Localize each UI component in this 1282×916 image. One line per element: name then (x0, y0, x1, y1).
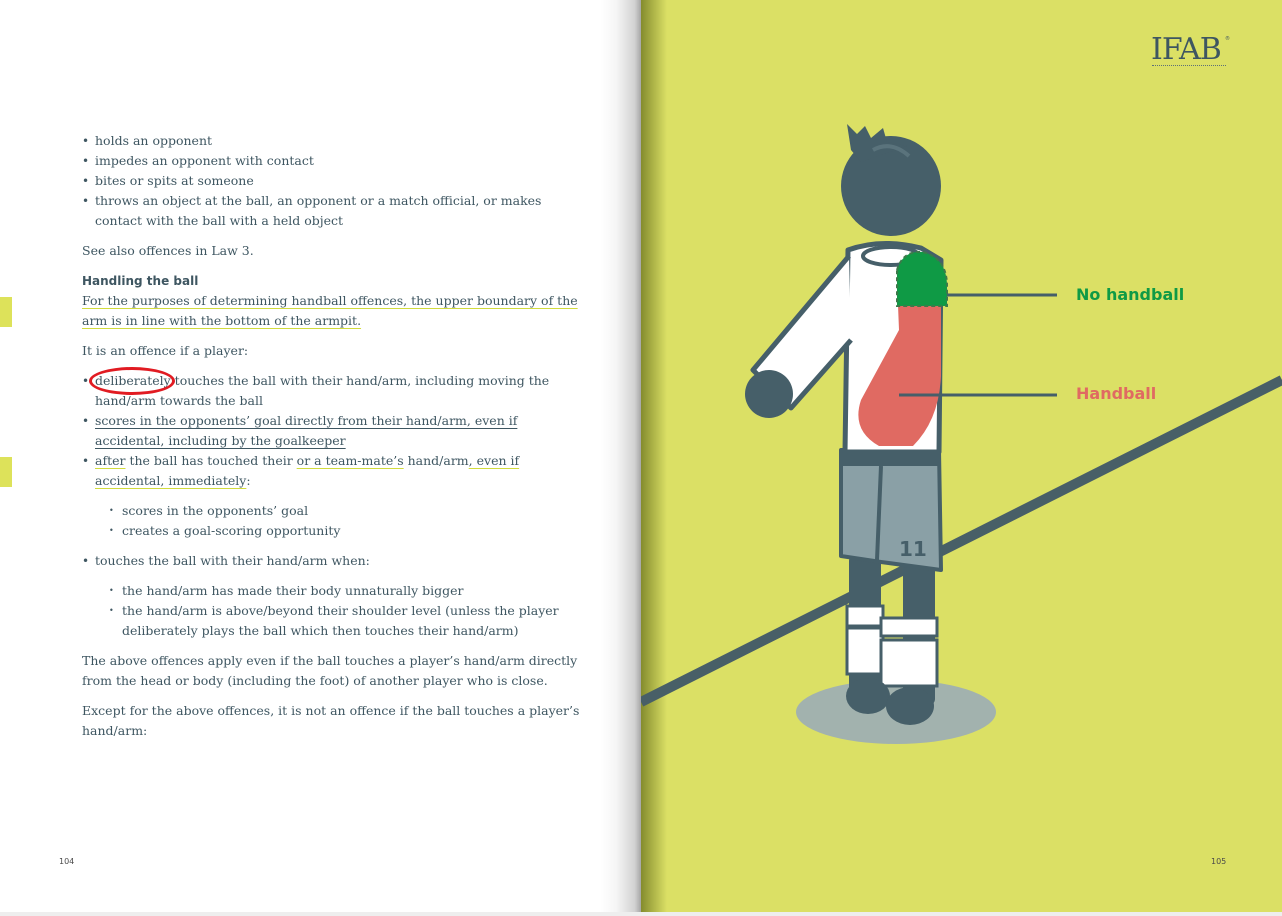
paragraph-above-offences: The above offences apply even if the ball touches a player’s hand/arm directly from the head or body (including the foot) of another player who is close. (82, 653, 578, 688)
red-circle-annotation (89, 367, 175, 395)
sub-list-item: • scores in the opponents’ goal (109, 501, 582, 521)
sub-list (95, 581, 582, 641)
paragraph-except: Except for the above offences, it is not an offence if the ball touches a player’s hand/arm: (82, 703, 580, 738)
boundary-definition: For the purposes of determining handball offences, the upper boundary of the arm is in line with the bottom of the armpit. (82, 293, 578, 328)
list-item: • holds an opponent (82, 131, 582, 151)
page-number-left: 104 (59, 857, 75, 866)
handball-label: Handball (1076, 384, 1157, 403)
offence-list (82, 371, 582, 641)
page-number-right: 105 (1211, 857, 1227, 866)
list-item: • after the ball has touched their or a team-mate’s hand/arm, even if accidental, immediately: • scores in the opponents’ goal • creates a goal-scoring opportunity (82, 451, 582, 541)
player-head (841, 124, 941, 236)
margin-highlight-mark (0, 297, 12, 327)
list-item: • impedes an opponent with contact (82, 151, 582, 171)
shirt-number: 11 (899, 537, 927, 561)
list-item: • throws an object at the ball, an opponent or a match official, or makes contact with the ball with a held object (82, 191, 582, 231)
law-text-column (82, 131, 582, 741)
sub-list (95, 501, 582, 541)
offence-3-accidental: , even if accidental, immediately (95, 453, 520, 488)
pitch-line (641, 380, 1282, 702)
offence-list-top (82, 131, 582, 231)
gutter-shadow (600, 0, 641, 912)
section-heading: Handling the ball (82, 274, 199, 288)
offence-4-text: touches the ball with their hand/arm when: (95, 553, 370, 568)
ifab-logo: IFAB (1151, 32, 1221, 67)
no-handball-label: No handball (1076, 285, 1185, 304)
handball-illustration (641, 0, 1282, 912)
list-item (82, 371, 582, 411)
offence-1-text: touches the ball with their hand/arm, including moving the hand/arm towards the ball (95, 373, 550, 408)
sub-list-item: • the hand/arm has made their body unnaturally bigger (109, 581, 582, 601)
see-also-note: See also offences in Law 3. (82, 243, 254, 258)
sub-list-item: • the hand/arm is above/beyond their shoulder level (unless the player deliberately plays the ball which then touches their hand/arm) (109, 601, 582, 641)
margin-highlight-mark (0, 457, 12, 487)
player-left-arm (745, 256, 851, 418)
list-item (82, 551, 582, 641)
left-page (0, 0, 641, 912)
list-item: • bites or spits at someone (82, 171, 582, 191)
offence-intro: It is an offence if a player: (82, 343, 249, 358)
list-item (82, 411, 582, 451)
right-page (641, 0, 1282, 912)
offence-3-after: after (95, 453, 126, 468)
sub-list-item: • creates a goal-scoring opportunity (109, 521, 582, 541)
offence-2-text: scores in the opponents’ goal directly from their hand/arm, even if accidental, including by the goalkeeper (95, 413, 518, 448)
circled-word: deliberately (95, 373, 171, 388)
logo-registered-mark: ® (1225, 36, 1230, 42)
offence-3-teammate: or a team-mate’s (296, 453, 404, 468)
